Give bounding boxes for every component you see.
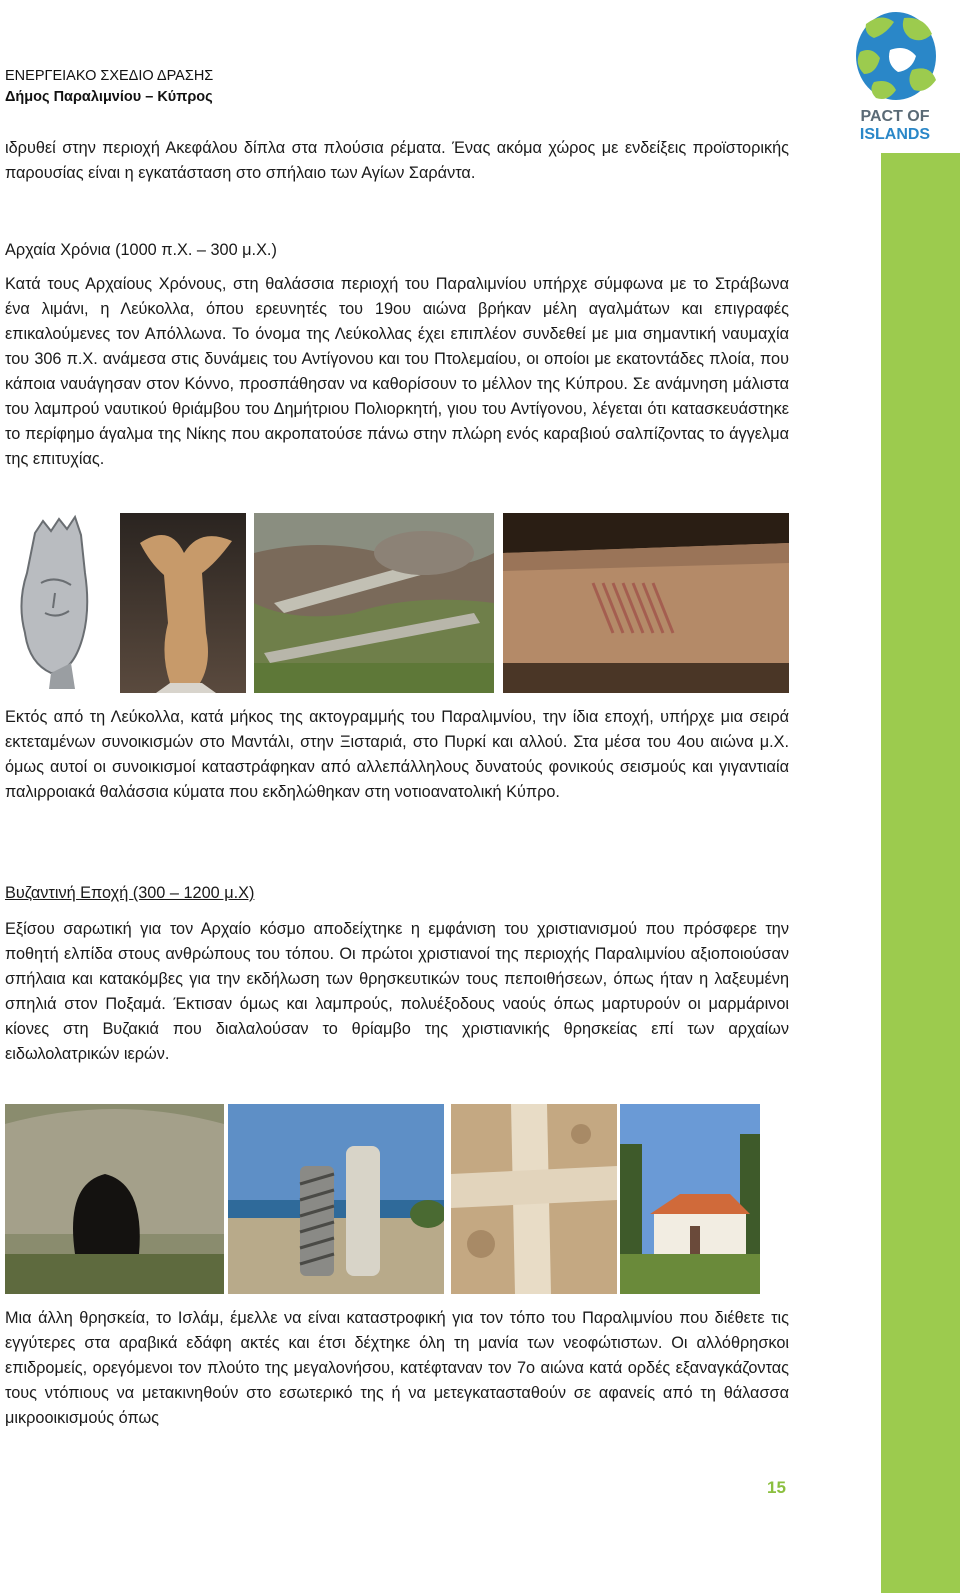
header-title: ΕΝΕΡΓΕΙΑΚΟ ΣΧΕΔΙΟ ΔΡΑΣΗΣ [5,68,214,84]
heading-ancient-times: Αρχαία Χρόνια (1000 π.Χ. – 300 μ.Χ.) [5,241,277,259]
paragraph-byzantine-era: Εξίσου σαρωτική για τον Αρχαίο κόσμο αποδείχτηκε η εμφάνιση του χριστιανισμού που πρόσφερε την ποθητή ελπίδα στους ανθρώπους του τόπου. Οι πρώτοι χριστιανοί της περιοχής Παραλιμνίου αξιοποιούσαν σπήλαια και κατακόμβες για την εκδήλωση των θρησκευτικών τους πεποιθήσεων, όπως ήταν η λαξευμένη σπηλιά στον Ποξαμά. Έκτισαν όμως και λαμπρούς, πολυέξοδους ναούς όπως μαρτυρούν οι μαρμάρινοι κίονες στη Βυζακιά που διαλαλούσαν το θρίαμβο της χριστιανικής θρησκείας επί των αρχαίων ειδωλολατρικών ιερών. [5,920,789,1063]
logo-text-line2: ISLANDS [859,126,931,143]
header-subtitle: Δήμος Παραλιμνίου – Κύπρος [5,89,213,105]
heading-byzantine-era: Βυζαντινή Εποχή (300 – 1200 μ.Χ) [5,884,255,902]
paragraph-coastal-settlements: Εκτός από τη Λεύκολλα, κατά μήκος της ακτογραμμής του Παραλιμνίου, την ίδια εποχή, υπήρχε μια σειρά εκτεταμένων συνοικισμών στο Μαντάλι, στην Ξισταριά, στο Πυρκί και αλλού. Στα μέσα του 4ου αιώνα μ.Χ. όμως αυτοί οι συνοικισμοί καταστράφηκαν από αλλεπάλληλους δυνατούς φονικούς σεισμούς και γιγαντιαία παλιρροιακά θαλάσσια κύματα που εκδηλώθηκαν στη νοτιοανατολική Κύπρο. [5,708,789,801]
pact-of-islands-logo [846,4,944,144]
logo-text-line1: PACT OF [860,108,930,125]
photo-rock-cave [5,1104,224,1294]
photo-hillside-ruins [254,513,494,693]
document-header [5,66,213,108]
photo-nike-statue [120,513,246,693]
paragraph-prehistoric: ιδρυθεί στην περιοχή Ακεφάλου δίπλα στα πλούσια ρέματα. Ένας ακόμα χώρος με ενδείξεις προϊστορικής παρουσίας είναι η εγκατάσταση στο σπήλαιο των Αγίων Σαράντα. [5,139,789,182]
photo-stone-cross-carving [451,1104,617,1294]
photo-painted-sarcophagus [503,513,789,693]
paragraph-islam-raids: Μια άλλη θρησκεία, το Ισλάμ, έμελλε να είναι καταστροφική για τον τόπο του Παραλιμνίου που διέθετε τις εγγύτερες στα αραβικά εδάφη ακτές και έτσι δέχτηκε όλη τη μανία των νεοφώτιστων. Οι αλλόθρησκοι επιδρομείς, ορεγόμενοι τον πλούτο της μεγαλονήσου, κατέφταναν τον 7ο αιώνα κατά ορδές εξαναγκάζοντας τους ντόπιους να μετακινηθούν στο εσωτερικό της ή να μετεγκατασταθούν σε αφανείς από τη θάλασσα μικροοικισμούς όπως [5,1309,789,1427]
page-number: 15 [767,1478,786,1497]
photo-marble-columns [228,1104,444,1294]
photo-statue-head [5,513,108,693]
paragraph-ancient-times: Κατά τους Αρχαίους Χρόνους, στη θαλάσσια περιοχή του Παραλιμνίου υπήρχε σύμφωνα με το Στράβωνα ένα λιμάνι, η Λεύκολλα, όπου ερευνητές του 19ου αιώνα βρήκαν μέλη αγαλμάτων και επιγραφές επικαλούμενες τον Απόλλωνα. Το όνομα της Λεύκολλας έχει επιπλέον συνδεθεί με μια σημαντική ναυμαχία του 306 π.Χ. ανάμεσα στις δυνάμεις του Αντίγονου και του Πτολεμαίου, οι οποίοι με εκατοντάδες πλοία, που κάποια ναυάγησαν στον Κόννο, προσπάθησαν να καθορίσουν το μέλλον της Κύπρου. Σε ανάμνηση μάλιστα του λαμπρού ναυτικού θριάμβου του Δημήτριου Πολιορκητή, γιου του Αντίγονου, λέγεται ότι κατασκευάστηκε το περίφημο άγαλμα της Νίκης που ακροπατούσε πάνω στην πλώρη ενός καραβιού σαλπίζοντας το άγγελμα της επιτυχίας. [5,275,789,468]
photo-white-chapel [620,1104,760,1294]
green-sidebar-band [881,153,960,1593]
